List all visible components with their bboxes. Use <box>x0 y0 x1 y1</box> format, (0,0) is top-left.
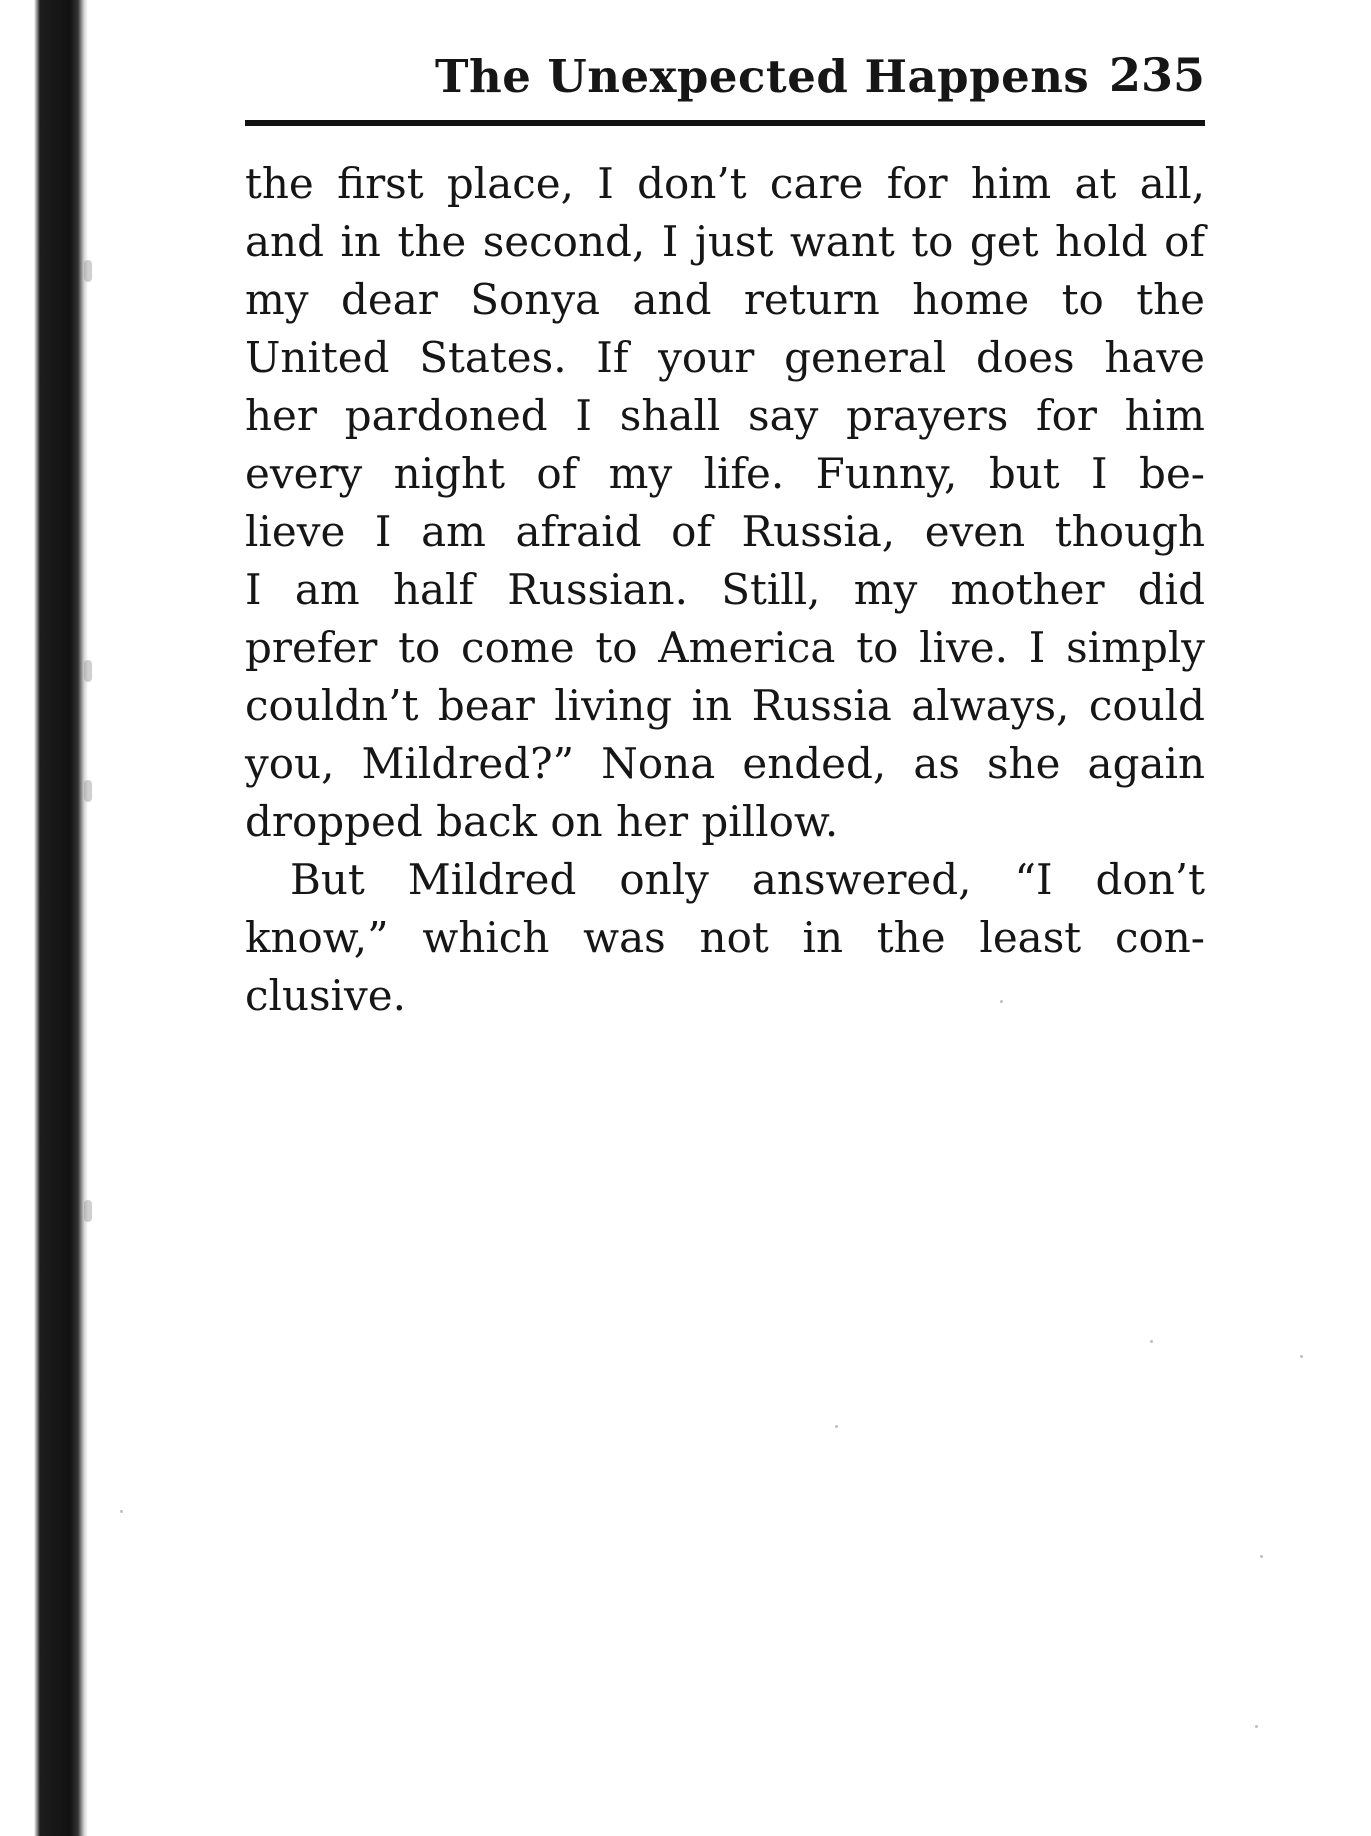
scan-dust <box>120 1510 123 1513</box>
body-text <box>245 155 1205 1025</box>
text-line: clusive. <box>245 971 406 1020</box>
text-line: I am half Russian. Still, my mother did <box>245 565 1205 614</box>
text-line: my dear Sonya and return home to the <box>245 275 1205 324</box>
text-line: couldn’t bear living in Russia always, could <box>245 681 1205 730</box>
binding-speck <box>84 260 92 282</box>
scan-dust <box>835 1425 838 1428</box>
text-line: United States. If your general does have <box>245 333 1205 382</box>
text-line: But Mildred only answered, “I don’t <box>290 855 1205 904</box>
text-line: you, Mildred?” Nona ended, as she again <box>245 739 1205 788</box>
binding-shadow <box>0 0 88 1836</box>
text-line: her pardoned I shall say prayers for him <box>245 391 1205 440</box>
scan-dust <box>1000 1000 1003 1003</box>
scan-dust <box>1300 1355 1303 1358</box>
binding-speck <box>84 660 92 682</box>
page-header <box>245 40 1205 126</box>
text-line: prefer to come to America to live. I simply <box>245 623 1205 672</box>
text-line: every night of my life. Funny, but I be- <box>245 449 1205 498</box>
scan-dust <box>1260 1555 1263 1558</box>
text-line: know,” which was not in the least con- <box>245 913 1205 962</box>
scan-dust <box>1255 1725 1258 1728</box>
text-line: dropped back on her pillow. <box>245 797 839 846</box>
scan-dust <box>1150 1340 1153 1343</box>
binding-speck <box>84 1200 92 1222</box>
text-line: the first place, I don’t care for him at all, <box>245 159 1205 208</box>
page-number: 235 <box>1108 48 1205 102</box>
text-line: lieve I am afraid of Russia, even though <box>245 507 1205 556</box>
binding-speck <box>84 780 92 802</box>
text-line: and in the second, I just want to get hold of <box>245 217 1205 266</box>
running-title: The Unexpected Happens <box>435 50 1090 103</box>
